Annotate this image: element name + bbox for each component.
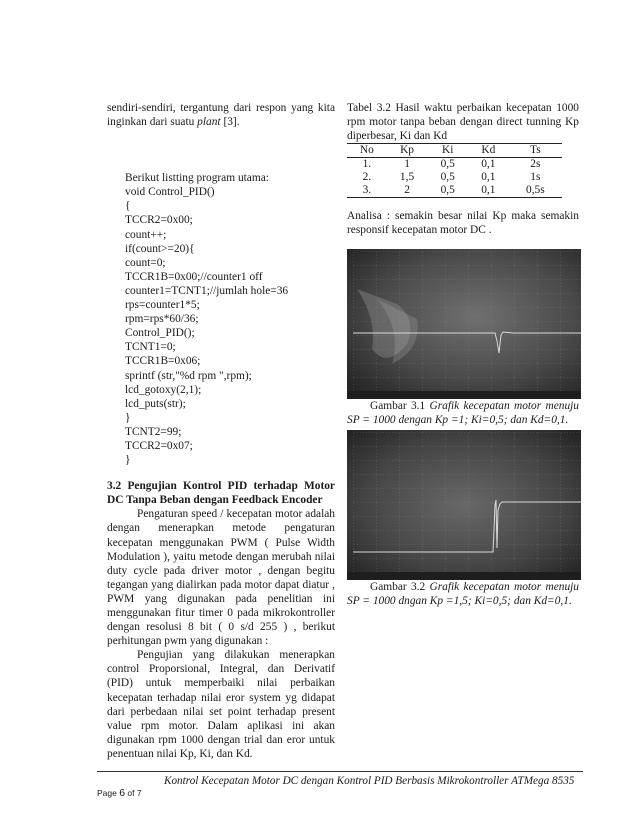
figure-2-caption-text: Grafik kecepatan motor menuju SP = 1000 dngan Kp =1,5; Ki=0,5; dan Kd=0,1. bbox=[347, 581, 580, 608]
table-cell: 1 bbox=[404, 158, 410, 171]
analysis-text: Analisa : semakin besar nilai Kp maka semakin responsif kecepatan motor DC . bbox=[347, 210, 579, 237]
table-cell: 0,1 bbox=[481, 184, 496, 197]
code-line: rps=counter1*5; bbox=[125, 299, 200, 312]
code-line: Control_PID(); bbox=[125, 327, 195, 340]
table-cell: 2s bbox=[530, 158, 541, 171]
figure-1-label: Gambar 3.1 bbox=[370, 399, 430, 412]
right-column bbox=[347, 101, 579, 608]
left-column bbox=[107, 101, 335, 761]
scope-image-2 bbox=[347, 430, 581, 580]
body-paragraph-1: Pengaturan speed / kecepatan motor adalah dengan menerapkan metode pengaturan kecepatan menggunakan PWM ( Pulse Width Modulation ), yaitu metode dengan merubah nilai duty cycle pada driver motor , dengan begitu tegangan yang dialirkan pada motor dapat diatur , PWM yang digunakan pada penelitian ini menggunakan fitur timer 0 pada mikrokontroller dengan resolusi 8 bit ( 0 s/d 255 ) , berikut perhitungan pwm yang digunakan : bbox=[107, 508, 335, 648]
oscilloscope-photo-1 bbox=[347, 249, 581, 399]
code-line: counter1=TCNT1;//jumlah hole=36 bbox=[125, 284, 289, 297]
table-row bbox=[347, 171, 562, 184]
table-cell: 1,5 bbox=[399, 171, 415, 184]
table-cell: 1s bbox=[530, 171, 541, 184]
code-line: { bbox=[125, 200, 131, 213]
code-line: Berikut listting program utama: bbox=[125, 172, 269, 185]
table-cell: 1. bbox=[362, 158, 372, 171]
page-indicator bbox=[97, 787, 142, 799]
table-cell: 0,5 bbox=[440, 158, 455, 171]
table-cell: 2 bbox=[404, 184, 410, 197]
code-line: } bbox=[125, 454, 131, 467]
running-title: Kontrol Kecepatan Motor DC dengan Kontrol PID Berbasis Mikrokontroller ATMega 8535 bbox=[164, 775, 575, 787]
table-cell: 3. bbox=[362, 184, 372, 197]
figure-2-label: Gambar 3.2 bbox=[370, 581, 430, 594]
footer-divider bbox=[97, 771, 583, 772]
oscilloscope-photo-2 bbox=[347, 430, 581, 580]
code-line: void Control_PID() bbox=[125, 186, 215, 199]
code-line: TCCR1B=0x06; bbox=[125, 355, 201, 368]
code-line: TCCR2=0x07; bbox=[125, 439, 193, 452]
header-ki: Ki bbox=[442, 144, 454, 157]
header-ts: Ts bbox=[530, 144, 541, 157]
body-paragraph-2: Pengujian yang dilakukan menerapkan control Proporsional, Integral, dan Derivatif (PID) untuk memperbaiki nilai perbaikan kecepatan terhadap nilai eror system yg didapat dari perbedaan nilai set point terhadap present value rpm motor. Dalam aplikasi ini akan digunakan rpm 1000 dengan trial dan eror untuk penentuan nilai Kp, Ki, dan Kd. bbox=[107, 649, 335, 760]
table-cell: 0,1 bbox=[481, 171, 496, 184]
header-kd: Kd bbox=[481, 144, 496, 157]
figure-1-caption bbox=[347, 399, 579, 427]
figure-2-caption bbox=[347, 580, 579, 608]
code-line: TCNT2=99; bbox=[125, 425, 182, 438]
table-cell: 2. bbox=[362, 171, 372, 184]
table-cell: 0,5 bbox=[440, 184, 455, 197]
code-line: if(count>=20){ bbox=[125, 242, 195, 255]
code-line: lcd_gotoxy(2,1); bbox=[125, 383, 202, 396]
section-heading: 3.2 Pengujian Kontrol PID terhadap Motor DC Tanpa Beban dengan Feedback Encoder bbox=[107, 480, 335, 507]
program-listing bbox=[125, 171, 335, 467]
results-table bbox=[347, 143, 562, 198]
code-line: } bbox=[125, 411, 131, 424]
code-line: rpm=rps*60/36; bbox=[125, 313, 199, 326]
table-cell: 0,5s bbox=[526, 184, 545, 197]
intro-line-2-suffix: [3]. bbox=[220, 116, 240, 129]
code-line: sprintf (str,"%d rpm ",rpm); bbox=[125, 369, 252, 382]
intro-line-2-prefix: inginkan dari suatu bbox=[107, 116, 198, 129]
code-line: count++; bbox=[125, 228, 167, 241]
table-caption: Tabel 3.2 Hasil waktu perbaikan kecepatan 1000 rpm motor tanpa beban dengan direct tunning Kp diperbesar, Ki dan Kd bbox=[347, 102, 579, 143]
intro-line-2-italic: plant bbox=[197, 116, 221, 129]
figure-1-caption-text: Grafik kecepatan motor menuju SP = 1000 dengan Kp =1; Ki=0,5; dan Kd=0,1. bbox=[347, 399, 580, 426]
table-cell: 0,5 bbox=[440, 171, 455, 184]
code-line: lcd_puts(str); bbox=[125, 397, 186, 410]
code-line: count=0; bbox=[125, 256, 166, 269]
table-header-row bbox=[347, 144, 562, 158]
code-line: TCCR2=0x00; bbox=[125, 214, 193, 227]
intro-paragraph bbox=[107, 101, 335, 129]
table-cell: 0,1 bbox=[481, 158, 496, 171]
code-line: TCNT1=0; bbox=[125, 341, 176, 354]
page-prefix: Page bbox=[97, 788, 120, 798]
table-row bbox=[347, 184, 562, 198]
table-row bbox=[347, 158, 562, 172]
scope-image-1 bbox=[347, 249, 581, 399]
code-line: TCCR1B=0x00;//counter1 off bbox=[125, 270, 263, 283]
header-kp: Kp bbox=[400, 144, 414, 157]
page-number: 6 bbox=[119, 787, 126, 799]
page-suffix: of 7 bbox=[125, 788, 142, 798]
header-no: No bbox=[359, 144, 374, 157]
intro-line-1: sendiri-sendiri, tergantung dari respon yang kita bbox=[107, 102, 335, 114]
